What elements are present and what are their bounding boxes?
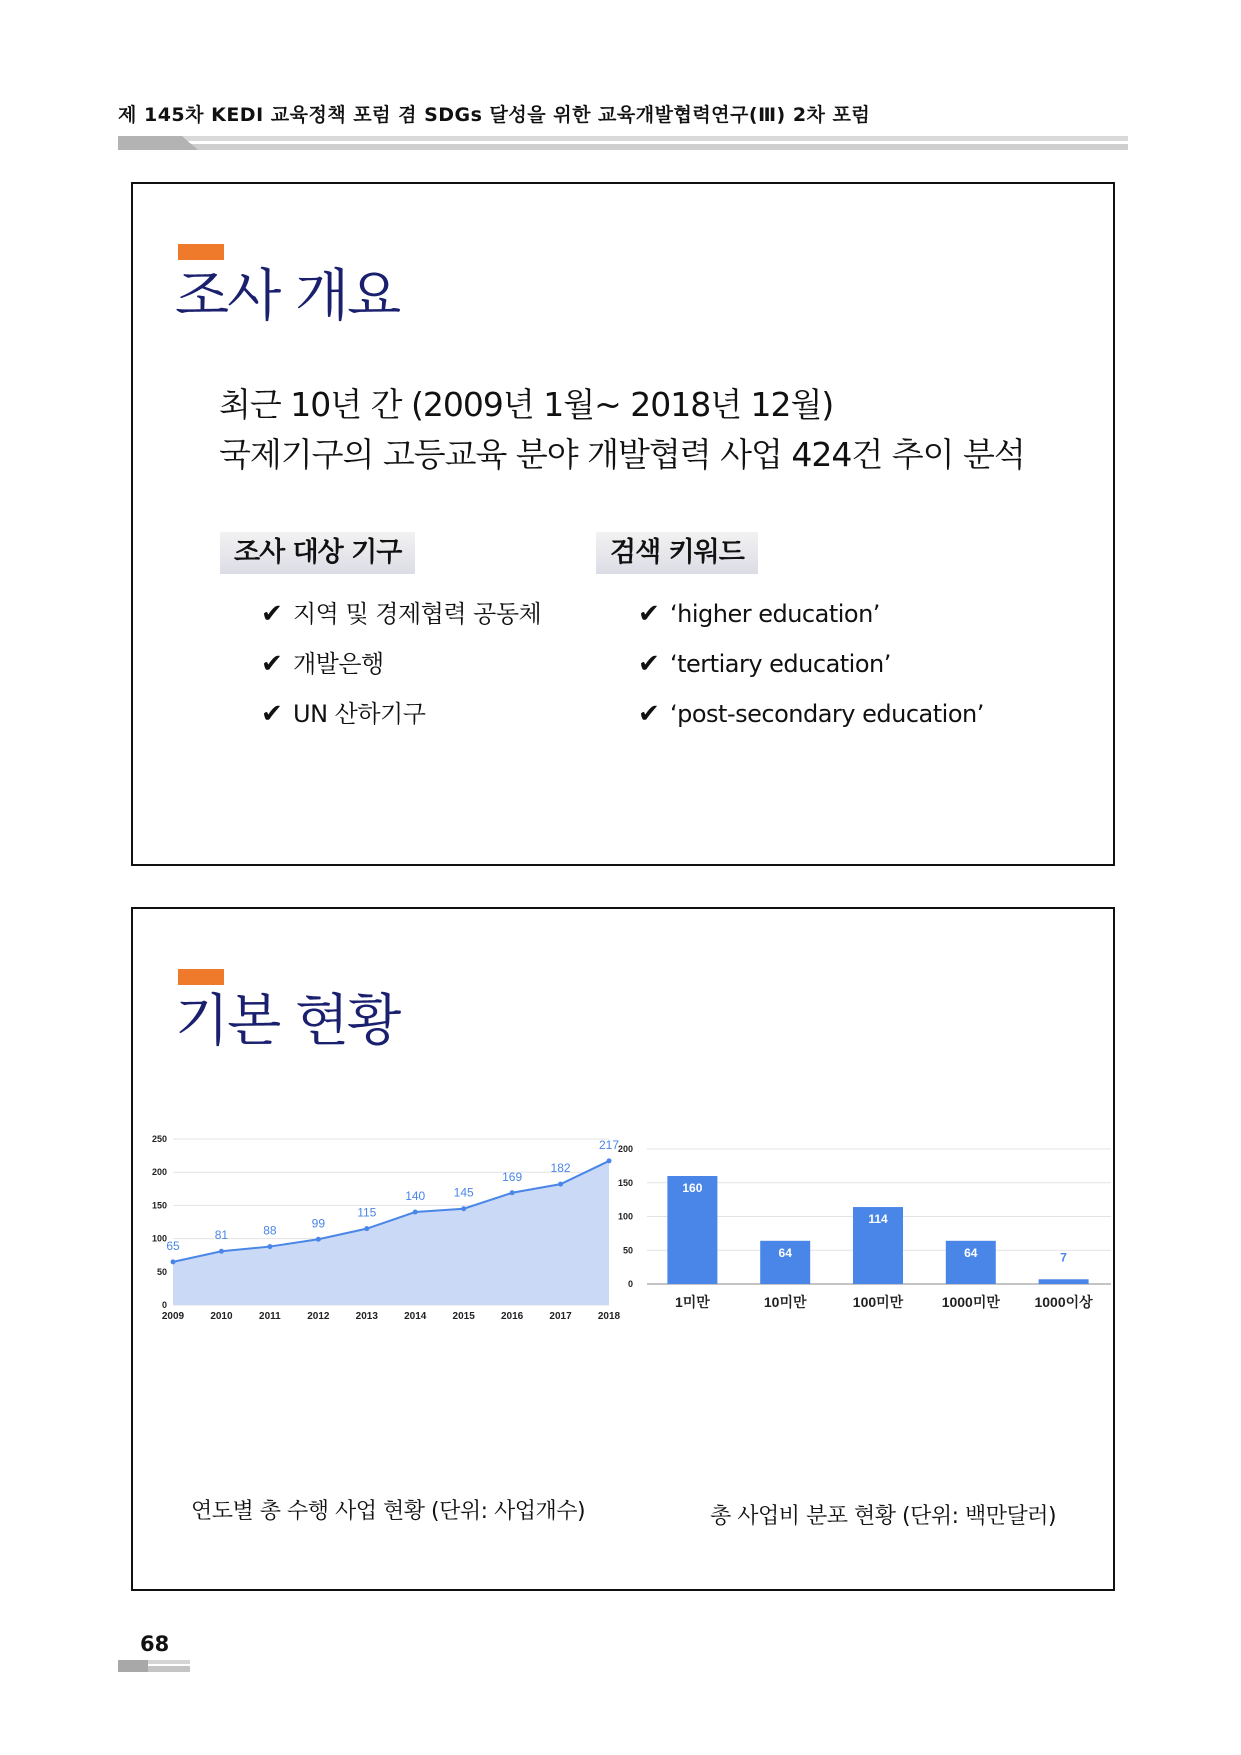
area-fill [173, 1161, 609, 1305]
slide-survey-overview [131, 182, 1115, 866]
x-tick-label: 100미만 [852, 1294, 904, 1310]
x-tick-label: 1미만 [674, 1294, 710, 1310]
y-tick-label: 150 [151, 1200, 167, 1211]
y-tick-label: 50 [622, 1245, 633, 1256]
x-tick-label: 1000이상 [1034, 1294, 1093, 1310]
running-header-title: 제 145차 KEDI 교육정책 포럼 겸 SDGs 달성을 위한 교육개발협력연구(Ⅲ) 2차 포럼 [118, 104, 871, 126]
footer-rule [118, 1660, 190, 1672]
data-point [558, 1182, 563, 1187]
data-label: 99 [311, 1216, 326, 1231]
data-point [171, 1259, 176, 1264]
data-point [461, 1206, 466, 1211]
y-tick-label: 50 [156, 1266, 167, 1277]
data-point [219, 1249, 224, 1254]
summary-line: 최근 10년 간 (2009년 1월~ 2018년 12월) [219, 385, 834, 424]
data-label: 64 [964, 1245, 978, 1260]
list-item: ✔ ‘tertiary education’ [638, 639, 984, 689]
keyword-heading: 검색 키워드 [596, 532, 758, 574]
data-point [607, 1158, 612, 1163]
data-label: 217 [598, 1137, 620, 1152]
check-icon: ✔ [638, 599, 660, 629]
x-tick-label: 1000미만 [941, 1294, 1000, 1310]
data-point [413, 1210, 418, 1215]
budget-distribution-bar-chart [617, 1134, 1111, 1329]
y-tick-label: 200 [151, 1167, 167, 1178]
list-item: ✔ 지역 및 경제협력 공동체 [261, 589, 541, 639]
data-label: 114 [868, 1212, 888, 1227]
x-tick-label: 2013 [355, 1311, 378, 1322]
list-item: ✔ ‘higher education’ [638, 589, 984, 639]
slide-basic-status [131, 907, 1115, 1591]
keyword-list [638, 589, 984, 739]
y-tick-label: 200 [617, 1144, 633, 1154]
check-icon: ✔ [261, 649, 283, 679]
y-tick-label: 100 [151, 1233, 167, 1244]
data-label: 64 [778, 1245, 792, 1260]
x-tick-label: 2018 [597, 1311, 621, 1322]
x-tick-label: 2017 [549, 1311, 572, 1322]
data-label: 88 [263, 1223, 277, 1238]
data-label: 115 [357, 1205, 377, 1220]
x-tick-label: 2014 [404, 1311, 427, 1322]
target-heading: 조사 대상 기구 [220, 532, 415, 574]
data-point [510, 1190, 515, 1195]
page-number: 68 [140, 1632, 170, 1656]
data-point [364, 1226, 369, 1231]
y-tick-label: 250 [151, 1134, 167, 1144]
y-tick-label: 0 [161, 1300, 167, 1310]
summary-line: 국제기구의 고등교육 분야 개발협력 사업 424건 추이 분석 [219, 435, 1025, 474]
chart-caption-left: 연도별 총 수행 사업 현황 (단위: 사업개수) [191, 1499, 586, 1524]
data-label: 160 [682, 1181, 703, 1195]
check-icon: ✔ [261, 599, 283, 629]
page-header [118, 100, 1128, 127]
data-label: 140 [405, 1189, 426, 1204]
data-label: 81 [214, 1228, 229, 1243]
x-tick-label: 2010 [210, 1311, 233, 1322]
check-icon: ✔ [638, 699, 660, 729]
x-tick-label: 10미만 [763, 1294, 807, 1310]
x-tick-label: 2011 [259, 1311, 281, 1322]
bar [1039, 1279, 1089, 1284]
check-icon: ✔ [638, 649, 660, 679]
data-label: 169 [502, 1169, 523, 1184]
list-item: ✔ UN 산하기구 [261, 689, 541, 739]
data-label: 182 [550, 1161, 571, 1176]
target-list [261, 589, 541, 739]
y-tick-label: 100 [617, 1211, 633, 1222]
list-item: ✔ ‘post-secondary education’ [638, 689, 984, 739]
header-rule [118, 136, 1128, 150]
data-label: 145 [453, 1185, 474, 1200]
slide-title: 조사 개요 [175, 264, 400, 329]
y-tick-label: 0 [627, 1279, 633, 1289]
check-icon: ✔ [261, 699, 283, 729]
yearly-projects-area-chart [141, 1119, 621, 1329]
data-label: 65 [166, 1238, 180, 1253]
chart-caption-right: 총 사업비 분포 현황 (단위: 백만달러) [710, 1504, 1057, 1529]
x-tick-label: 2009 [161, 1311, 185, 1322]
data-point [316, 1237, 321, 1242]
x-tick-label: 2012 [307, 1311, 330, 1322]
slide-title: 기본 현황 [175, 989, 400, 1054]
y-tick-label: 150 [617, 1177, 633, 1188]
survey-summary [219, 380, 1025, 480]
data-point [267, 1244, 272, 1249]
x-tick-label: 2015 [452, 1311, 475, 1322]
x-tick-label: 2016 [500, 1311, 524, 1322]
data-label: 7 [1060, 1250, 1067, 1265]
list-item: ✔ 개발은행 [261, 639, 541, 689]
